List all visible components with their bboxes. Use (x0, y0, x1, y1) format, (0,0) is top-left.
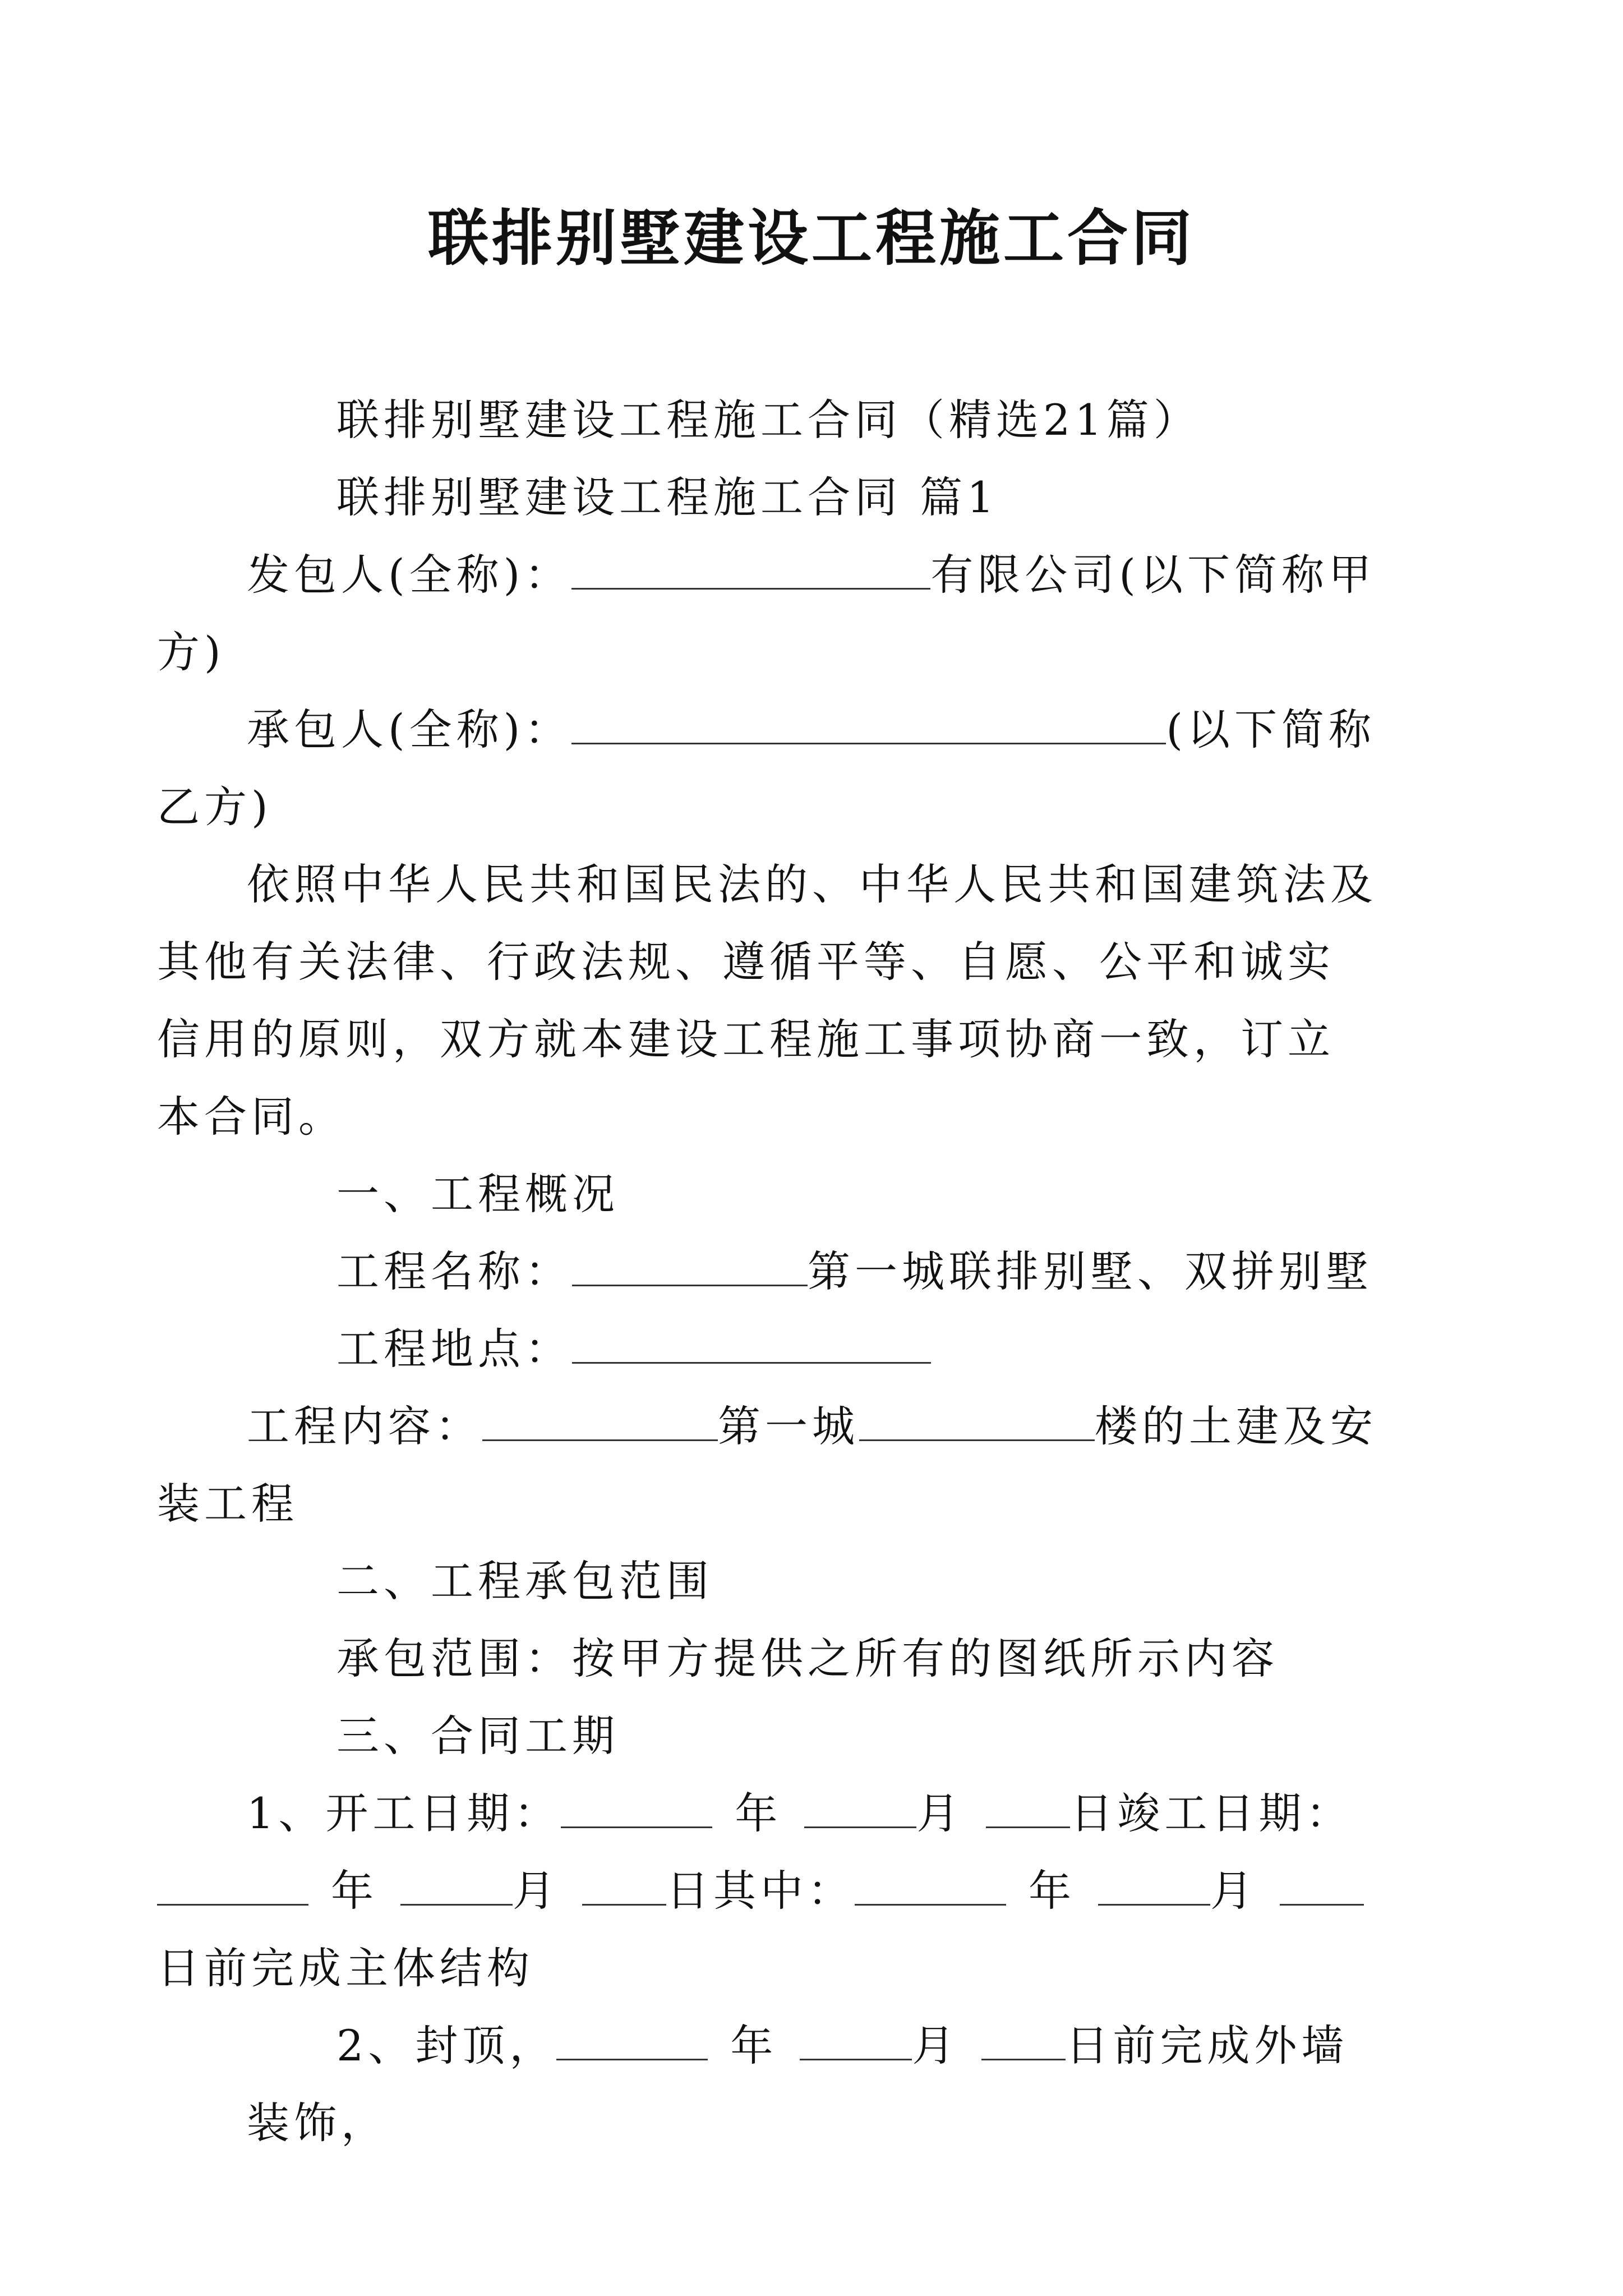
project-content-line (157, 1388, 1380, 1543)
end-day-blank (582, 1869, 666, 1906)
employer-suffix: 有限公司(以下简称甲方) (157, 550, 1376, 677)
month-label: 月 (916, 1788, 964, 1838)
schedule-item-2 (247, 2007, 1380, 2162)
contractor-blank (571, 708, 1166, 744)
year-label: 年 (730, 2021, 778, 2070)
employer-blank (571, 553, 930, 590)
document-body (157, 381, 1380, 2162)
document-title: 联排别墅建设工程施工合同 (427, 203, 1195, 274)
main-structure-label: 日前完成主体结构 (157, 1943, 534, 1993)
year-label: 年 (735, 1788, 782, 1838)
employer-line (157, 536, 1380, 691)
preamble-paragraph: 依照中华人民共和国民法的、中华人民共和国建筑法及其他有关法律、行政法规、遵循平等、自愿、公平和诚实信用的原则，双方就本建设工程施工事项协商一致，订立本合同。 (157, 859, 1377, 1142)
subtitle-line: 联排别墅建设工程施工合同（精选21篇） (336, 395, 1201, 445)
project-content-blank-1 (482, 1405, 718, 1441)
project-content-label: 工程内容： (247, 1401, 482, 1451)
end-year-blank (157, 1869, 308, 1906)
project-name-value: 第一城联排别墅、双拼别墅 (808, 1246, 1373, 1296)
project-location-label: 工程地点： (336, 1324, 572, 1374)
month-label: 月 (513, 1866, 560, 1916)
start-day-blank (986, 1792, 1070, 1828)
project-content-suffix: 楼的土建及安装工程 (157, 1401, 1377, 1529)
milestone-day-blank (1280, 1869, 1364, 1906)
project-name-line (247, 1233, 1380, 1310)
project-content-mid: 第一城 (718, 1401, 859, 1451)
contractor-label: 承包人(全称)： (247, 705, 572, 754)
section-3-heading: 三、合同工期 (336, 1711, 619, 1761)
section-1-heading: 一、工程概况 (336, 1169, 619, 1219)
project-content-blank-2 (859, 1405, 1095, 1441)
employer-label: 发包人(全称)： (247, 550, 572, 600)
project-name-label: 工程名称： (336, 1246, 572, 1296)
topping-day-blank (981, 2024, 1066, 2060)
schedule-item-1 (157, 1775, 1380, 2007)
contractor-line (157, 691, 1380, 846)
project-location-blank (572, 1327, 931, 1364)
chapter-heading: 联排别墅建设工程施工合同 篇1 (336, 472, 999, 522)
completion-date-label: 日竣工日期： (1070, 1788, 1353, 1838)
year-label: 年 (331, 1866, 378, 1916)
item2-prefix: 2、封顶， (336, 2021, 557, 2070)
year-label: 年 (1029, 1866, 1076, 1916)
item1-prefix: 1、开工日期： (247, 1788, 561, 1838)
exterior-label: 日前完成外墙装饰， (247, 2021, 1349, 2148)
end-month-blank (400, 1869, 513, 1906)
milestone-year-blank (855, 1869, 1006, 1906)
month-label: 月 (912, 2021, 960, 2070)
among-label: 日其中： (666, 1866, 855, 1916)
topping-year-blank (556, 2024, 708, 2060)
start-year-blank (561, 1792, 712, 1828)
project-name-blank (572, 1250, 808, 1286)
project-location-line (247, 1310, 1380, 1388)
contractor-suffix: (以下简称乙方) (157, 705, 1376, 832)
section-2-heading: 二、工程承包范围 (336, 1556, 713, 1606)
milestone-month-blank (1098, 1869, 1210, 1906)
month-label: 月 (1210, 1866, 1257, 1916)
start-month-blank (804, 1792, 916, 1828)
topping-month-blank (800, 2024, 912, 2060)
scope-line: 承包范围：按甲方提供之所有的图纸所示内容 (336, 1634, 1279, 1683)
